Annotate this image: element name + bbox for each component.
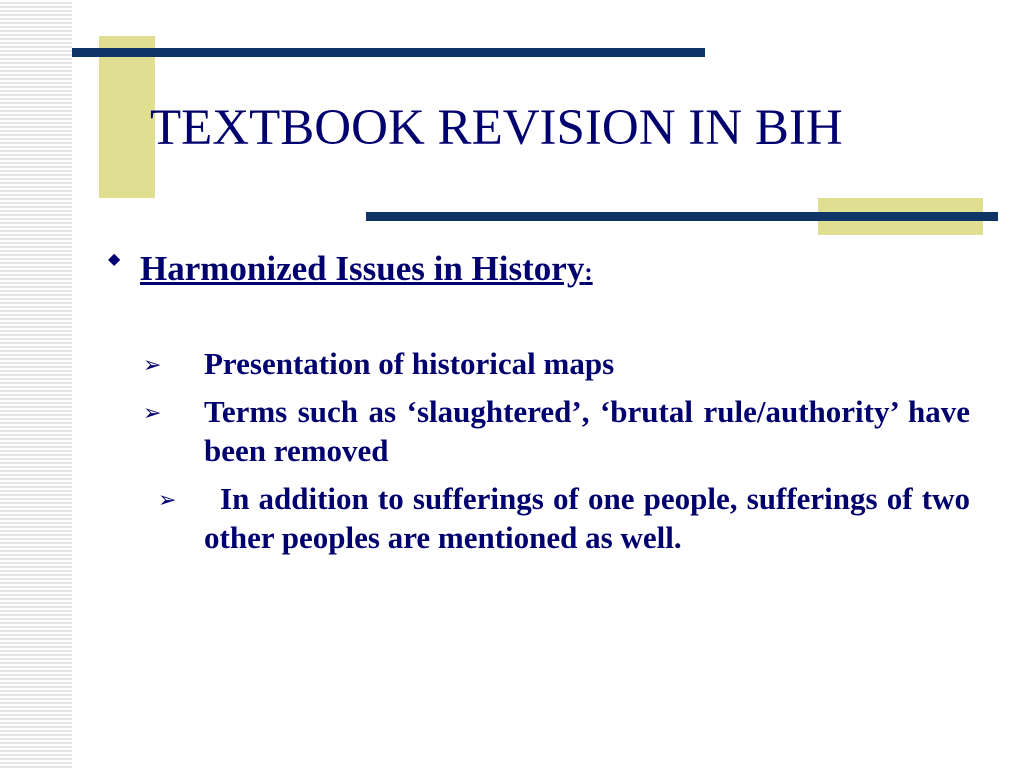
diamond-bullet-icon: ◆ <box>108 251 121 268</box>
arrow-bullet-icon: ➢ <box>143 400 162 425</box>
title-underline-rule <box>366 212 998 221</box>
section-heading-text: Harmonized Issues in History <box>140 249 585 288</box>
arrow-bullet-icon: ➢ <box>143 352 162 377</box>
list-item-sufferings: In addition to sufferings of one people, sufferings of two other peoples are mentioned as well. <box>204 481 970 555</box>
accent-yellow-vertical-bar <box>99 36 155 198</box>
decorative-stripes <box>0 0 72 768</box>
list-item-terms-removed: Terms such as ‘slaughtered’, ‘brutal rule/authority’ have been removed <box>204 394 970 468</box>
arrow-bullet-icon: ➢ <box>158 487 177 512</box>
slide-title: TEXTBOOK REVISION IN BIH <box>150 100 843 156</box>
section-heading-colon: : <box>584 259 593 286</box>
top-rule-line <box>72 48 705 57</box>
list-item-maps: Presentation of historical maps <box>204 346 615 381</box>
section-heading <box>140 248 593 290</box>
